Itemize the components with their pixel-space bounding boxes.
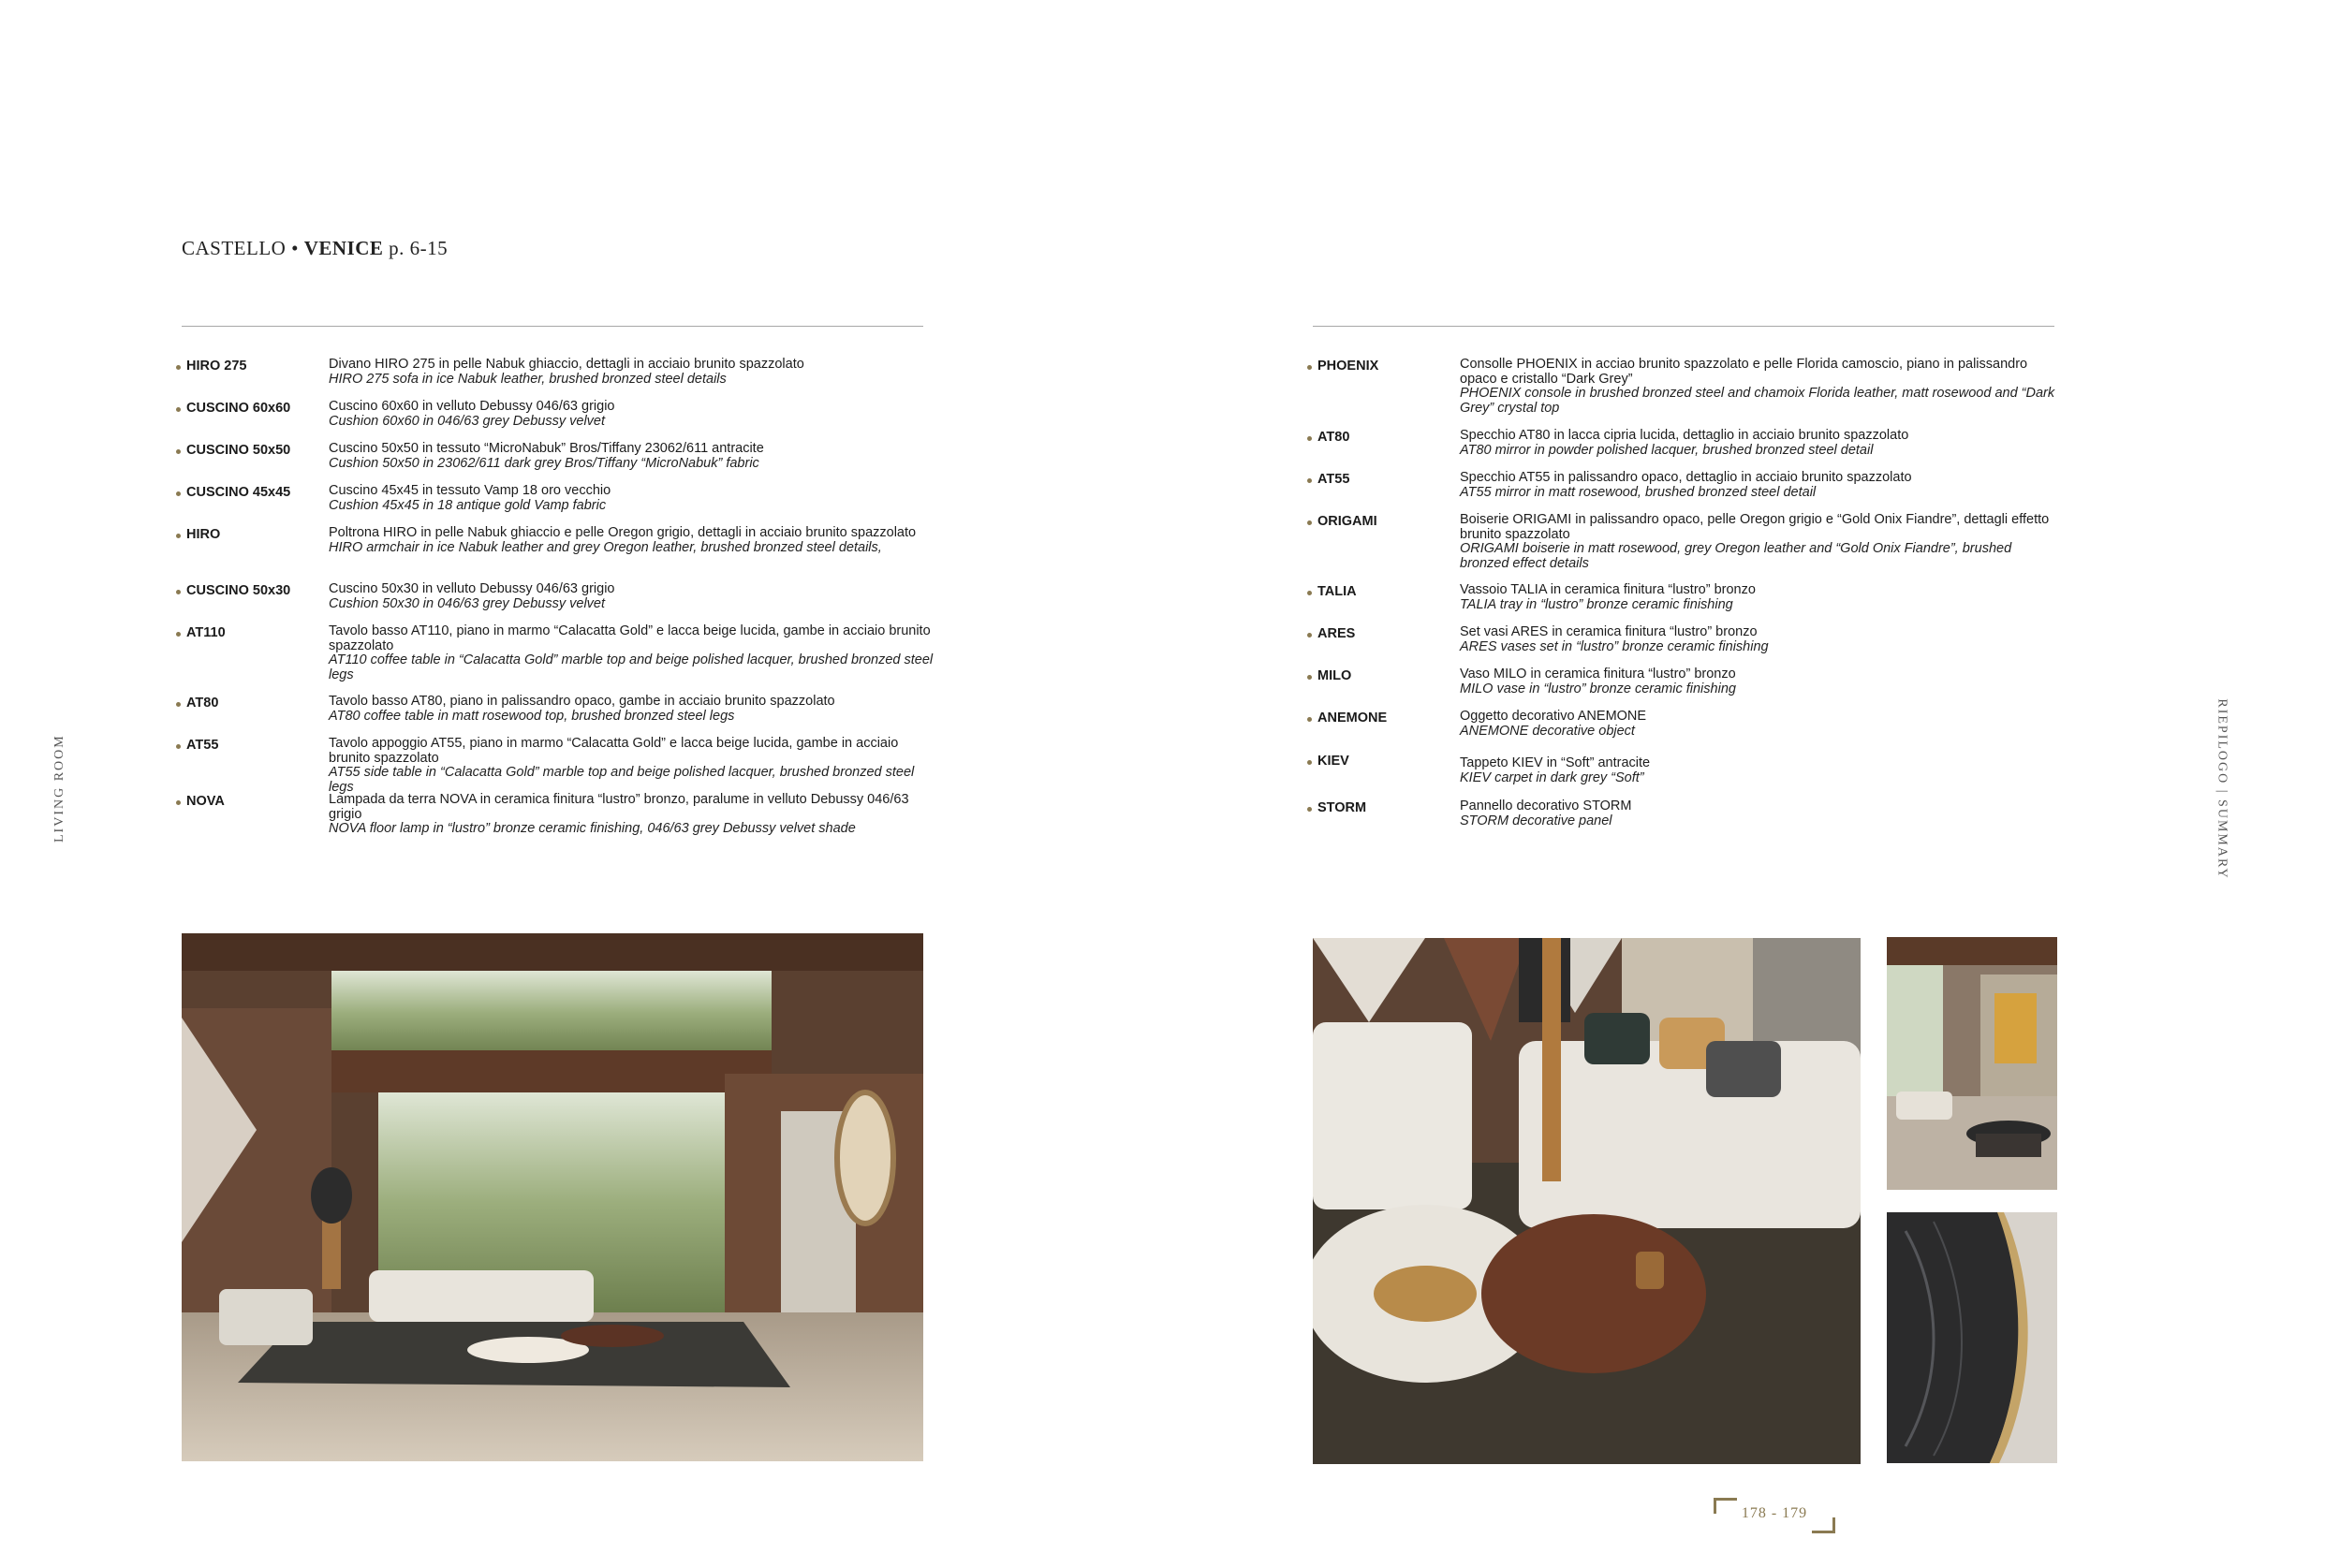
description-it: Tavolo basso AT110, piano in marmo “Calacatta Gold” e lacca beige lucida, gambe in acciaio brunito spazzolato bbox=[329, 623, 931, 653]
product-code: KIEV bbox=[1317, 754, 1349, 769]
product-code: ANEMONE bbox=[1317, 711, 1388, 725]
product-description bbox=[329, 737, 939, 795]
description-en: AT110 coffee table in “Calacatta Gold” marble top and beige polished lacquer, brushed bronzed steel legs bbox=[329, 652, 934, 682]
product-description bbox=[329, 484, 939, 513]
page-number bbox=[1714, 1498, 1835, 1533]
side-label-left: LIVING ROOM bbox=[52, 734, 66, 843]
description-en: STORM decorative panel bbox=[1460, 813, 1612, 828]
description-en: Cushion 45x45 in 18 antique gold Vamp fabric bbox=[329, 497, 607, 513]
description-en: Cushion 60x60 in 046/63 grey Debussy velvet bbox=[329, 413, 606, 429]
product-code: AT80 bbox=[1317, 430, 1350, 445]
bullet-icon bbox=[1307, 591, 1312, 595]
product-code: TALIA bbox=[1317, 584, 1357, 599]
bullet-icon bbox=[1307, 365, 1312, 370]
product-description bbox=[1460, 471, 2056, 500]
description-en: NOVA floor lamp in “lustro” bronze ceramic finishing, 046/63 grey Debussy velvet shade bbox=[329, 821, 856, 836]
description-it: Vassoio TALIA in ceramica finitura “lustro” bronzo bbox=[1460, 582, 1756, 597]
description-en: AT80 mirror in powder polished lacquer, brushed bronzed steel detail bbox=[1460, 442, 1874, 458]
side-label-right: RIEPILOGO | SUMMARY bbox=[2215, 698, 2230, 880]
bullet-icon bbox=[1307, 633, 1312, 637]
bullet-icon bbox=[176, 632, 181, 637]
description-en: HIRO 275 sofa in ice Nabuk leather, brushed bronzed steel details bbox=[329, 371, 727, 387]
description-en: ARES vases set in “lustro” bronze ceramic finishing bbox=[1460, 638, 1769, 654]
product-description bbox=[1460, 710, 2056, 739]
product-description bbox=[329, 793, 939, 837]
page-number-text: 178 - 179 bbox=[1741, 1505, 1808, 1521]
bullet-icon bbox=[1307, 478, 1312, 483]
description-it: Divano HIRO 275 in pelle Nabuk ghiaccio, dettagli in acciaio brunito spazzolato bbox=[329, 357, 804, 372]
corner-bracket-bottom-right bbox=[1812, 1517, 1835, 1533]
description-en: AT55 side table in “Calacatta Gold” marble top and beige polished lacquer, brushed bronzed steel legs bbox=[329, 765, 915, 795]
interior-thumbnail-photo bbox=[1887, 937, 2057, 1190]
description-en: TALIA tray in “lustro” bronze ceramic finishing bbox=[1460, 596, 1733, 612]
bullet-icon bbox=[1307, 520, 1312, 525]
description-it: Tappeto KIEV in “Soft” antracite bbox=[1460, 755, 1651, 770]
bullet-icon bbox=[176, 702, 181, 707]
section-heading bbox=[182, 237, 448, 260]
product-description bbox=[1460, 583, 2056, 612]
product-description bbox=[329, 526, 939, 555]
description-en: ORIGAMI boiserie in matt rosewood, grey Oregon leather and “Gold Onix Fiandre”, brushed bronzed effect details bbox=[1460, 541, 2012, 571]
description-en: MILO vase in “lustro” bronze ceramic finishing bbox=[1460, 681, 1736, 696]
product-code: ARES bbox=[1317, 626, 1356, 641]
material-detail-photo bbox=[1887, 1212, 2057, 1463]
bullet-icon bbox=[176, 744, 181, 749]
right-divider bbox=[1313, 326, 2054, 327]
bullet-icon bbox=[176, 449, 181, 454]
left-divider bbox=[182, 326, 923, 327]
bullet-icon bbox=[1307, 436, 1312, 441]
product-description bbox=[329, 582, 939, 611]
brand-name: CASTELLO bbox=[182, 237, 287, 259]
description-it: Set vasi ARES in ceramica finitura “lustro” bronzo bbox=[1460, 624, 1758, 639]
product-code: CUSCINO 60x60 bbox=[186, 401, 291, 416]
product-description bbox=[1460, 799, 2056, 828]
description-it: Tavolo basso AT80, piano in palissandro opaco, gambe in acciaio brunito spazzolato bbox=[329, 694, 835, 709]
product-description bbox=[1460, 429, 2056, 458]
bullet-icon bbox=[176, 534, 181, 538]
product-code: CUSCINO 45x45 bbox=[186, 485, 291, 500]
product-code: ORIGAMI bbox=[1317, 514, 1377, 529]
description-en: AT80 coffee table in matt rosewood top, brushed bronzed steel legs bbox=[329, 708, 735, 724]
description-it: Specchio AT55 in palissandro opaco, dettaglio in acciaio brunito spazzolato bbox=[1460, 470, 1912, 485]
bullet-icon bbox=[176, 407, 181, 412]
description-it: Pannello decorativo STORM bbox=[1460, 799, 1632, 813]
product-description bbox=[329, 358, 939, 387]
description-en: ANEMONE decorative object bbox=[1460, 723, 1635, 739]
product-code: STORM bbox=[1317, 800, 1367, 815]
product-code: CUSCINO 50x50 bbox=[186, 443, 291, 458]
bullet-icon bbox=[176, 365, 181, 370]
product-code: CUSCINO 50x30 bbox=[186, 583, 291, 598]
right-product-list bbox=[1307, 358, 2056, 844]
product-code: NOVA bbox=[186, 794, 225, 809]
product-code: HIRO bbox=[186, 527, 221, 542]
description-it: Boiserie ORIGAMI in palissandro opaco, pelle Oregon grigio e “Gold Onix Fiandre”, dettagli effetto brunito spazzolato bbox=[1460, 512, 2050, 542]
product-description bbox=[329, 400, 939, 429]
collection-name: VENICE bbox=[303, 237, 384, 259]
product-description bbox=[329, 442, 939, 471]
product-description bbox=[1460, 625, 2056, 654]
bullet-icon bbox=[176, 491, 181, 496]
description-en: Cushion 50x50 in 23062/611 dark grey Bros/Tiffany “MicroNabuk” fabric bbox=[329, 455, 759, 471]
bullet-icon bbox=[1307, 675, 1312, 680]
description-it: Cuscino 45x45 in tessuto Vamp 18 oro vecchio bbox=[329, 483, 611, 498]
bullet-icon bbox=[1307, 760, 1312, 765]
description-it: Oggetto decorativo ANEMONE bbox=[1460, 709, 1647, 724]
product-code: MILO bbox=[1317, 668, 1352, 683]
product-code: PHOENIX bbox=[1317, 359, 1379, 374]
description-it: Lampada da terra NOVA in ceramica finitura “lustro” bronzo, paralume in velluto Debussy 046/63 grigio bbox=[329, 792, 909, 822]
product-code: HIRO 275 bbox=[186, 359, 247, 374]
product-code: AT55 bbox=[1317, 472, 1350, 487]
bullet-icon bbox=[176, 590, 181, 594]
description-it: Poltrona HIRO in pelle Nabuk ghiaccio e pelle Oregon grigio, dettagli in acciaio brunito spazzolato bbox=[329, 525, 917, 540]
description-it: Vaso MILO in ceramica finitura “lustro” bronzo bbox=[1460, 667, 1736, 681]
description-it: Cuscino 50x50 in tessuto “MicroNabuk” Bros/Tiffany 23062/611 antracite bbox=[329, 441, 764, 456]
description-it: Specchio AT80 in lacca cipria lucida, dettaglio in acciaio brunito spazzolato bbox=[1460, 428, 1909, 443]
description-it: Cuscino 50x30 in velluto Debussy 046/63 grigio bbox=[329, 581, 615, 596]
description-en: HIRO armchair in ice Nabuk leather and grey Oregon leather, brushed bronzed steel details, bbox=[329, 539, 882, 555]
product-code: AT55 bbox=[186, 738, 219, 753]
product-description bbox=[329, 695, 939, 724]
sofa-detail-photo bbox=[1313, 938, 1861, 1464]
living-room-photo bbox=[182, 933, 923, 1461]
heading-separator: • bbox=[291, 237, 299, 259]
bullet-icon bbox=[176, 800, 181, 805]
description-it: Cuscino 60x60 in velluto Debussy 046/63 grigio bbox=[329, 399, 615, 414]
product-description bbox=[1460, 358, 2056, 416]
page-range: p. 6-15 bbox=[389, 237, 449, 259]
product-code: AT110 bbox=[186, 625, 226, 640]
description-en: KIEV carpet in dark grey “Soft” bbox=[1460, 769, 1644, 785]
product-description bbox=[1460, 667, 2056, 696]
product-description bbox=[329, 624, 939, 682]
bullet-icon bbox=[1307, 717, 1312, 722]
left-product-list bbox=[176, 358, 939, 863]
product-description bbox=[1460, 513, 2056, 571]
description-it: Tavolo appoggio AT55, piano in marmo “Calacatta Gold” e lacca beige lucida, gambe in acciaio brunito spazzolato bbox=[329, 736, 899, 766]
bullet-icon bbox=[1307, 807, 1312, 812]
description-en: AT55 mirror in matt rosewood, brushed bronzed steel detail bbox=[1460, 484, 1817, 500]
product-description bbox=[1460, 756, 2056, 785]
description-en: PHOENIX console in brushed bronzed steel and chamoix Florida leather, matt rosewood and “Dark Grey” crystal top bbox=[1460, 386, 2055, 416]
description-en: Cushion 50x30 in 046/63 grey Debussy velvet bbox=[329, 595, 606, 611]
description-it: Consolle PHOENIX in acciao brunito spazzolato e pelle Florida camoscio, piano in palissandro opaco e cristallo “Dark Grey” bbox=[1460, 357, 2028, 387]
product-code: AT80 bbox=[186, 696, 219, 711]
